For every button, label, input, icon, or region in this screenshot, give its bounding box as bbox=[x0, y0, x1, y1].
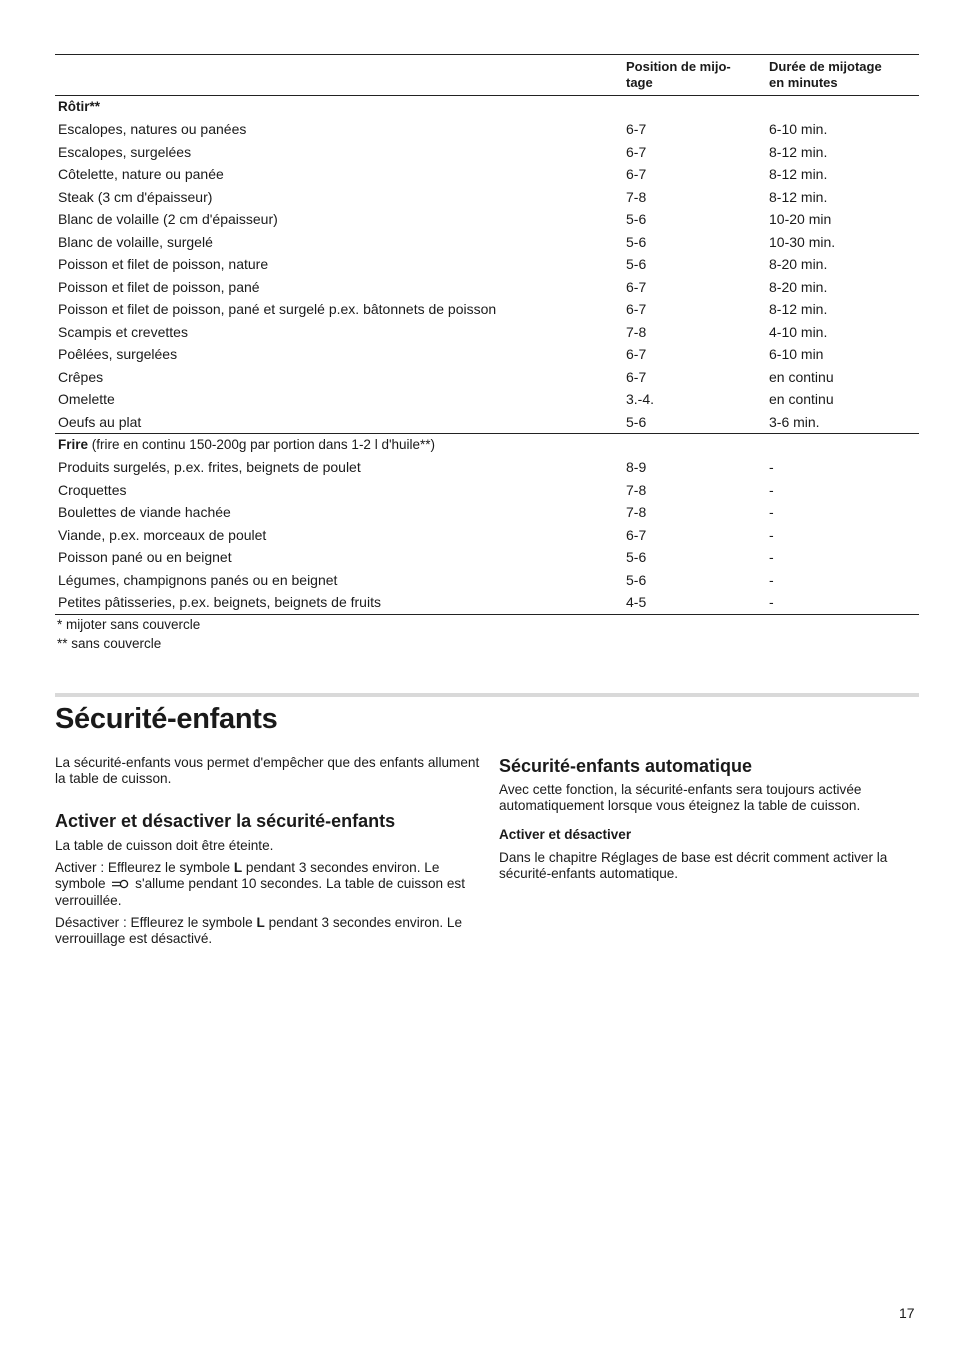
position-cell: 7-8 bbox=[626, 481, 647, 498]
table-row bbox=[55, 208, 919, 231]
food-cell: Poisson et filet de poisson, pané bbox=[58, 278, 260, 295]
activate-heading: Activer et désactiver la sécurité-enfants bbox=[55, 811, 396, 831]
table-row bbox=[55, 388, 919, 411]
section-heading-bold: Rôtir** bbox=[58, 99, 101, 114]
table-section-heading bbox=[55, 96, 919, 118]
position-cell: 6-7 bbox=[626, 166, 647, 182]
section-divider bbox=[55, 693, 919, 697]
section-title: Sécurité-enfants bbox=[55, 703, 278, 735]
table-row bbox=[55, 253, 919, 276]
table-section-heading bbox=[55, 433, 919, 456]
duration-cell: 8-12 min. bbox=[769, 143, 828, 160]
footnote: * mijoter sans couvercle bbox=[57, 617, 201, 632]
food-cell: Côtelette, nature ou panée bbox=[58, 166, 224, 182]
food-cell: Poisson pané ou en beignet bbox=[58, 549, 232, 565]
food-cell: Omelette bbox=[58, 391, 115, 407]
position-cell: 5-6 bbox=[626, 233, 647, 250]
duration-cell: en continu bbox=[769, 368, 834, 385]
duration-cell: - bbox=[769, 504, 774, 520]
duration-cell: en continu bbox=[769, 391, 834, 407]
food-cell: Steak (3 cm d'épaisseur) bbox=[58, 188, 213, 205]
automatic-paragraph: Avec cette fonction, la sécurité-enfants sera toujours activée automatiquement lorsque vous éteignez la table de cuisson. bbox=[499, 782, 862, 813]
basic-settings-paragraph: Dans le chapitre Réglages de base est décrit comment activer la sécurité-enfants automatique. bbox=[499, 850, 888, 881]
duration-cell: - bbox=[769, 459, 774, 475]
table-row bbox=[55, 298, 919, 321]
table-row bbox=[55, 456, 919, 479]
position-cell: 5-6 bbox=[626, 549, 647, 565]
duration-cell: - bbox=[769, 594, 774, 610]
header-duration-line2: en minutes bbox=[769, 75, 838, 90]
duration-cell: 8-20 min. bbox=[769, 278, 828, 295]
food-cell: Escalopes, natures ou panées bbox=[58, 121, 247, 137]
table-row bbox=[55, 163, 919, 186]
header-position-line2: tage bbox=[626, 75, 653, 90]
lock-key-symbol: L bbox=[233, 860, 243, 875]
duration-cell: 10-30 min. bbox=[769, 233, 836, 250]
duration-cell: 8-12 min. bbox=[769, 166, 828, 182]
position-cell: 6-7 bbox=[626, 143, 647, 160]
food-cell: Escalopes, surgelées bbox=[58, 143, 192, 160]
duration-cell: - bbox=[769, 571, 774, 588]
table-row bbox=[55, 343, 919, 366]
duration-cell: - bbox=[769, 549, 774, 565]
table-row bbox=[55, 546, 919, 569]
table-row bbox=[55, 186, 919, 209]
duration-cell: - bbox=[769, 526, 774, 543]
activate-paragraph bbox=[55, 860, 480, 909]
cooking-table bbox=[55, 54, 919, 615]
duration-cell: 8-12 min. bbox=[769, 301, 828, 317]
position-cell: 6-7 bbox=[626, 121, 647, 137]
position-cell: 6-7 bbox=[626, 346, 647, 362]
position-cell: 3.-4. bbox=[626, 391, 655, 407]
food-cell: Crêpes bbox=[58, 368, 104, 385]
food-cell: Boulettes de viande hachée bbox=[58, 504, 231, 520]
deactivate-paragraph bbox=[55, 915, 480, 947]
food-cell: Légumes, champignons panés ou en beignet bbox=[58, 571, 338, 588]
table-header bbox=[55, 55, 919, 96]
food-cell: Poêlées, surgelées bbox=[58, 346, 178, 362]
duration-cell: 8-12 min. bbox=[769, 188, 828, 205]
table-row bbox=[55, 321, 919, 344]
header-duration-line1: Durée de mijotage bbox=[769, 59, 882, 74]
position-cell: 8-9 bbox=[626, 459, 647, 475]
food-cell: Petites pâtisseries, p.ex. beignets, beignets de fruits bbox=[58, 594, 381, 610]
precondition-paragraph: La table de cuisson doit être éteinte. bbox=[55, 838, 274, 853]
position-cell: 6-7 bbox=[626, 368, 647, 385]
table-row bbox=[55, 524, 919, 547]
position-cell: 5-6 bbox=[626, 571, 647, 588]
position-cell: 6-7 bbox=[626, 301, 647, 317]
deactivate-text-b: pendant 3 secondes environ. Le verrouillage est désactivé. bbox=[55, 915, 463, 946]
activate-text-c: s'allume pendant 10 secondes. La table de cuisson est verrouillée. bbox=[55, 876, 466, 908]
section-heading-note: (frire en continu 150-200g par portion dans 1-2 l d'huile**) bbox=[88, 437, 436, 452]
food-cell: Produits surgelés, p.ex. frites, beignets de poulet bbox=[58, 459, 361, 475]
food-cell: Scampis et crevettes bbox=[58, 323, 188, 340]
table-row bbox=[55, 591, 919, 614]
food-cell: Viande, p.ex. morceaux de poulet bbox=[58, 526, 267, 543]
duration-cell: - bbox=[769, 481, 774, 498]
right-column bbox=[499, 755, 924, 882]
food-cell: Poisson et filet de poisson, nature bbox=[58, 256, 269, 272]
activate-text-b: pendant 3 secondes environ. Le symbole bbox=[55, 860, 440, 891]
food-cell: Croquettes bbox=[58, 481, 127, 498]
position-cell: 7-8 bbox=[626, 323, 647, 340]
activate-text-a: Activer : Effleurez le symbole bbox=[55, 860, 234, 875]
key-lock-icon bbox=[111, 877, 129, 893]
header-position bbox=[626, 59, 769, 95]
intro-paragraph: La sécurité-enfants vous permet d'empêcher que des enfants allument la table de cuisson. bbox=[55, 755, 480, 786]
lock-key-symbol: L bbox=[256, 915, 265, 930]
duration-cell: 4-10 min. bbox=[769, 323, 828, 340]
food-cell: Oeufs au plat bbox=[58, 413, 142, 430]
position-cell: 5-6 bbox=[626, 413, 647, 430]
position-cell: 6-7 bbox=[626, 278, 647, 295]
table-row bbox=[55, 141, 919, 164]
table-row bbox=[55, 501, 919, 524]
food-cell: Blanc de volaille, surgelé bbox=[58, 233, 213, 250]
position-cell: 5-6 bbox=[626, 256, 647, 272]
position-cell: 4-5 bbox=[626, 594, 647, 610]
activate-deactivate-subheading: Activer et désactiver bbox=[499, 827, 632, 842]
header-duration bbox=[769, 59, 919, 95]
duration-cell: 10-20 min bbox=[769, 211, 832, 227]
page-number: 17 bbox=[899, 1305, 915, 1321]
position-cell: 6-7 bbox=[626, 526, 647, 543]
food-cell: Poisson et filet de poisson, pané et surgelé p.ex. bâtonnets de poisson bbox=[58, 301, 497, 317]
table-row bbox=[55, 276, 919, 299]
section-heading-bold: Frire bbox=[58, 437, 89, 452]
position-cell: 7-8 bbox=[626, 188, 647, 205]
duration-cell: 8-20 min. bbox=[769, 256, 828, 272]
left-column bbox=[55, 755, 480, 947]
table-row bbox=[55, 411, 919, 434]
footnote: ** sans couvercle bbox=[57, 636, 162, 651]
table-body bbox=[55, 96, 919, 614]
header-food-cell bbox=[55, 59, 626, 95]
position-cell: 7-8 bbox=[626, 504, 647, 520]
table-row bbox=[55, 366, 919, 389]
duration-cell: 3-6 min. bbox=[769, 413, 820, 430]
food-cell: Blanc de volaille (2 cm d'épaisseur) bbox=[58, 211, 278, 227]
table-footnotes bbox=[57, 615, 200, 653]
header-position-line1: Position de mijo- bbox=[626, 59, 731, 74]
automatic-heading: Sécurité-enfants automatique bbox=[499, 756, 753, 776]
table-row bbox=[55, 118, 919, 141]
table-row bbox=[55, 231, 919, 254]
table-row bbox=[55, 569, 919, 592]
duration-cell: 6-10 min bbox=[769, 346, 824, 362]
duration-cell: 6-10 min. bbox=[769, 121, 828, 137]
table-row bbox=[55, 479, 919, 502]
deactivate-text-a: Désactiver : Effleurez le symbole bbox=[55, 915, 257, 930]
position-cell: 5-6 bbox=[626, 211, 647, 227]
